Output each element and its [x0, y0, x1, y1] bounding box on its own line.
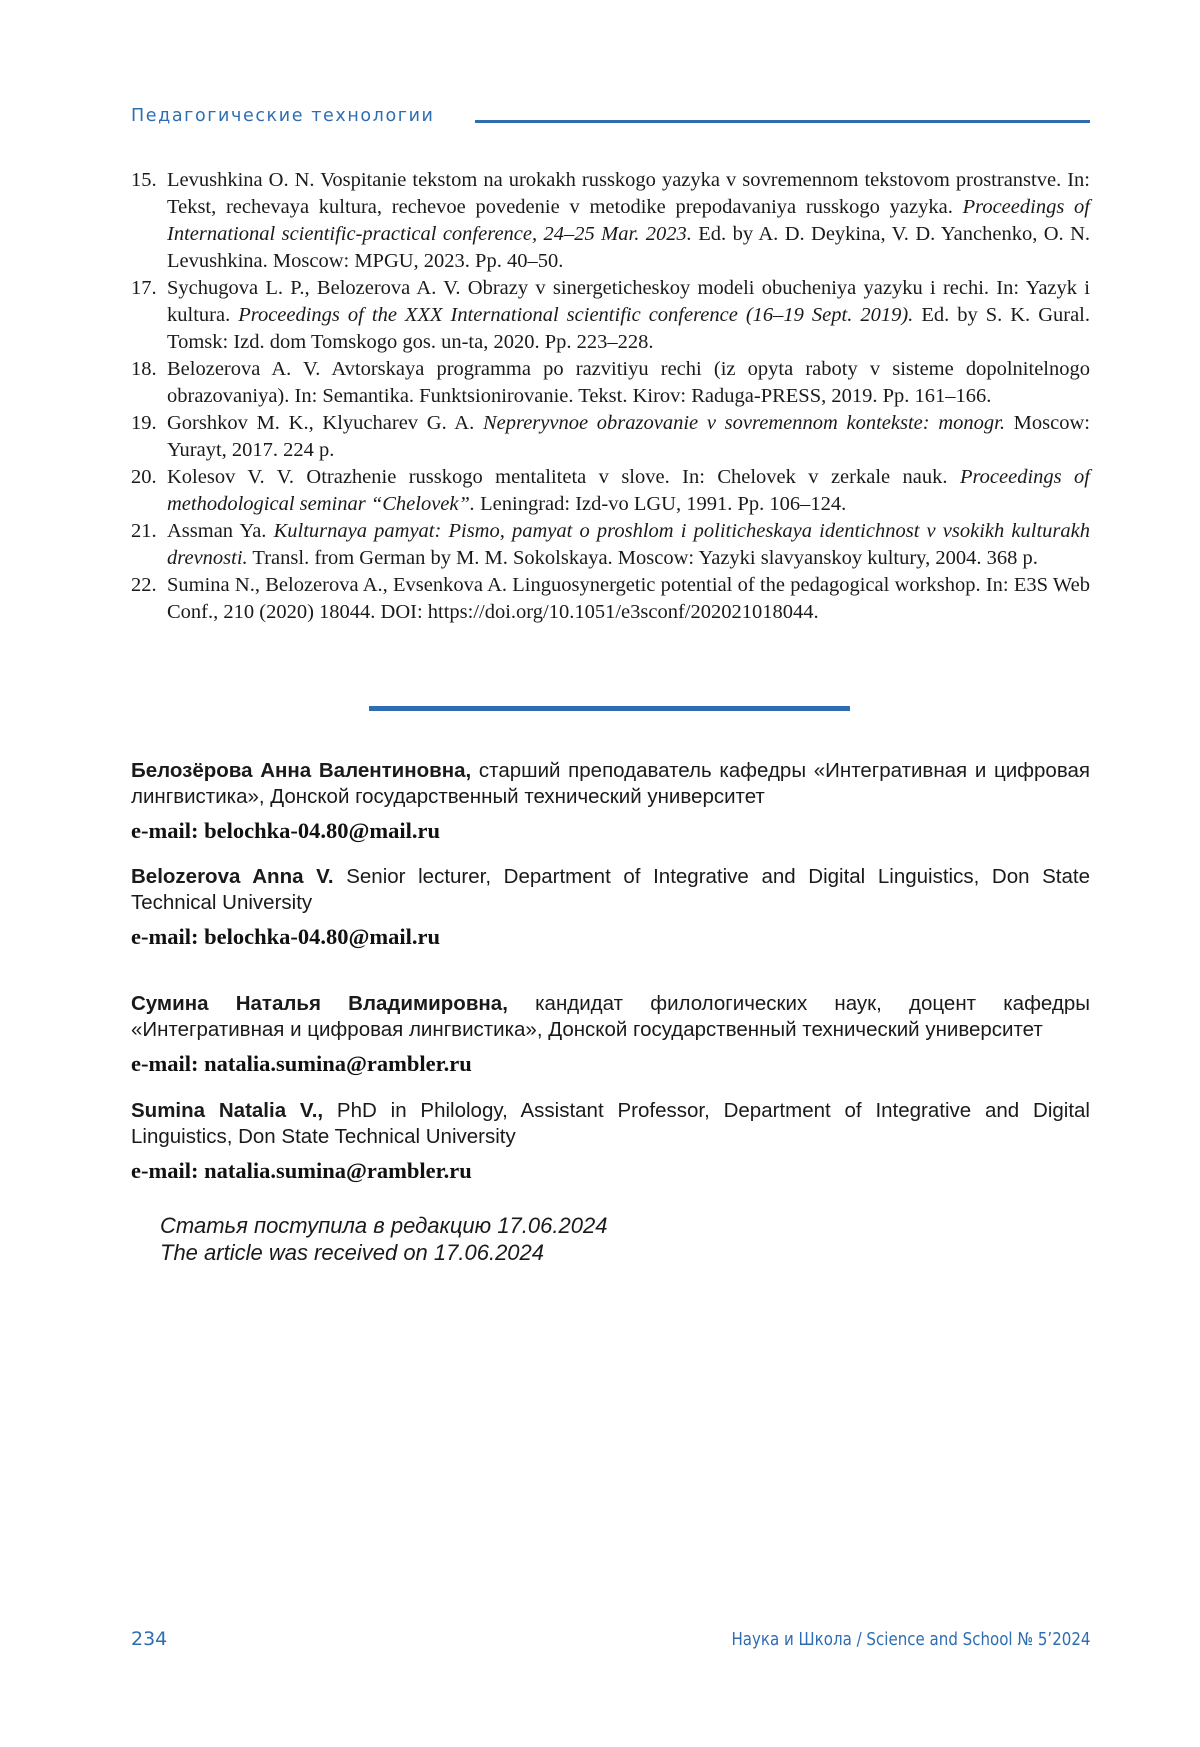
reference-source: Nepreryvnoe obrazovanie v sovremennom kontekste: monogr. [483, 412, 1005, 434]
reference-text: Gorshkov M. K., Klyucharev G. A. [167, 412, 483, 434]
author-affiliation: PhD in Philology, Assistant Professor, Department of Integrative and Digital Linguistics, Don State Technical University [131, 1099, 1090, 1148]
reference-item [131, 518, 1090, 572]
author-description [131, 1098, 1090, 1150]
reference-text: Assman Ya. [167, 520, 274, 542]
author-affiliation: Senior lecturer, Department of Integrative and Digital Linguistics, Don State Technical University [131, 865, 1090, 914]
author-email: e-mail: belochka-04.80@mail.ru [131, 817, 1090, 845]
received-date-en: The article was received on 17.06.2024 [160, 1239, 607, 1266]
author-name: Belozerova Anna V. [131, 865, 334, 888]
reference-text: Sychugova L. P., Belozerova A. V. Obrazy v sinergeticheskoy modeli obucheniya yazyku i rechi. In: Yazyk i kultura. [167, 277, 1090, 326]
reference-text: Levushkina O. N. Vospitanie tekstom na urokakh russkogo yazyka v sovremennom tekstovom prostranstve. In: Tekst, rechevaya kultura, rechevoe povedenie v metodike prepodavaniya russkogo yazyka. [167, 169, 1090, 218]
author-email: e-mail: natalia.sumina@rambler.ru [131, 1050, 1090, 1078]
reference-item [131, 572, 1090, 626]
author-affiliation: старший преподаватель кафедры «Интегративная и цифровая лингвистика», Донской государственный технический университет [131, 759, 1090, 808]
reference-number: 20. [131, 464, 157, 491]
section-title: Педагогические технологии [131, 104, 435, 128]
received-note [160, 1212, 607, 1266]
author-description [131, 758, 1090, 810]
author-email: e-mail: belochka-04.80@mail.ru [131, 923, 1090, 951]
reference-text: Sumina N., Belozerova A., Evsenkova A. Linguosynergetic potential of the pedagogical workshop. In: E3S Web Conf., 210 (2020) 18044. DOI: https://doi.org/10.1051/e3sconf/202021018044. [167, 574, 1090, 623]
author-name: Sumina Natalia V., [131, 1099, 323, 1122]
reference-text: Transl. from German by M. M. Sokolskaya. Moscow: Yazyki slavyanskoy kultury, 2004. 368 p. [248, 547, 1038, 569]
reference-text: Ed. by S. K. Gural. Tomsk: Izd. dom Tomskogo gos. un-ta, 2020. Pp. 223–228. [167, 304, 1090, 353]
author-info-ru [131, 758, 1090, 845]
reference-list [131, 167, 1090, 626]
reference-number: 21. [131, 518, 157, 545]
author-name: Сумина Наталья Владимировна, [131, 992, 508, 1015]
reference-number: 22. [131, 572, 157, 599]
reference-source: Proceedings of the XXX International scientific conference (16–19 Sept. 2019). [238, 304, 913, 326]
reference-source: Proceedings of methodological seminar “Chelovek”. [167, 466, 1090, 515]
page-footer [131, 1628, 1090, 1658]
reference-item [131, 275, 1090, 356]
author-email: e-mail: natalia.sumina@rambler.ru [131, 1157, 1090, 1185]
author-description [131, 991, 1090, 1043]
reference-number: 15. [131, 167, 157, 194]
reference-item [131, 167, 1090, 275]
reference-text: Kolesov V. V. Otrazhenie russkogo mentaliteta v slove. In: Chelovek v zerkale nauk. [167, 466, 960, 488]
author-info-en [131, 864, 1090, 951]
running-header [131, 104, 1090, 128]
reference-number: 17. [131, 275, 157, 302]
reference-item [131, 410, 1090, 464]
reference-number: 18. [131, 356, 157, 383]
reference-number: 19. [131, 410, 157, 437]
reference-item [131, 356, 1090, 410]
header-rule [475, 120, 1090, 123]
author-info-en [131, 1098, 1090, 1185]
author-description [131, 864, 1090, 916]
author-name: Белозёрова Анна Валентиновна, [131, 759, 471, 782]
journal-title: Наука и Школа / Science and School № 5’2024 [731, 1630, 1090, 1650]
journal-page [0, 0, 1200, 1747]
received-date-ru: Статья поступила в редакцию 17.06.2024 [160, 1212, 607, 1239]
reference-source: Proceedings of International scientific-practical conference, 24–25 Mar. 2023. [167, 196, 1090, 245]
reference-text: Belozerova A. V. Avtorskaya programma po razvitiyu rechi (iz opyta raboty v sisteme dopolnitelnogo obrazovaniya). In: Semantika. Funktsionirovanie. Tekst. Kirov: Raduga-PRESS, 2019. Pp. 161–166. [167, 358, 1090, 407]
section-separator [369, 706, 850, 711]
page-number: 234 [131, 1628, 167, 1650]
reference-source: Kulturnaya pamyat: Pismo, pamyat o proshlom i politicheskaya identichnost v vsokikh kulturakh drevnosti. [167, 520, 1090, 569]
reference-text: Ed. by A. D. Deykina, V. D. Yanchenko, O. N. Levushkina. Moscow: MPGU, 2023. Pp. 40–50. [167, 223, 1090, 272]
reference-text: Leningrad: Izd-vo LGU, 1991. Pp. 106–124. [475, 493, 846, 515]
reference-text: Moscow: Yurayt, 2017. 224 p. [167, 412, 1090, 461]
author-affiliation: кандидат филологических наук, доцент кафедры «Интегративная и цифровая лингвистика», Донской государственный технический университет [131, 992, 1090, 1041]
reference-item [131, 464, 1090, 518]
author-info-ru [131, 991, 1090, 1078]
